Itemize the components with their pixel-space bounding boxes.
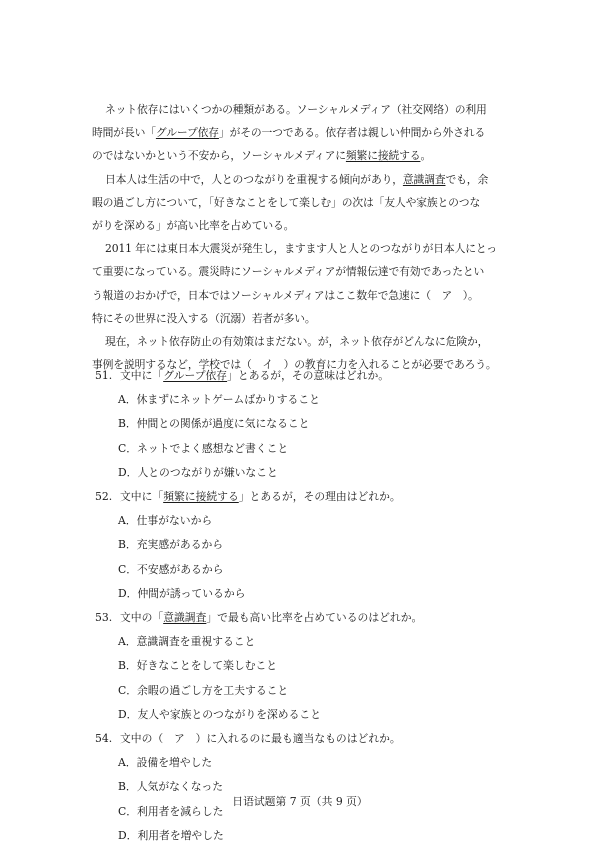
question-text: 文中に「 [120,369,164,382]
page-footer: 日语试题第 7 页（共 9 页） [232,795,368,808]
answer-option: D．人とのつながりが嫌いなこと [118,465,278,479]
passage-line: 事例を説明するなど，学校では（ イ ）の教育に力を入れることが必要であろう。 [92,358,497,372]
passage-line: う報道のおかげで，日本ではソーシャルメディアはここ数年で急速に（ ア ）。 [92,288,479,302]
reading-passage [92,98,512,376]
question-stem [95,485,515,509]
underlined-term-group-dependence: グループ依存 [155,126,219,140]
passage-line [92,121,512,144]
answer-option: A．設備を増やした [118,756,213,770]
answer-option: D．仲間が誘っているから [118,586,246,600]
question-text: 」とあるが，その意味はどれか。 [227,369,390,382]
text-segment: 」がその一つである。依存者は親しい仲間から外される [218,126,486,140]
passage-line [92,144,512,167]
text-segment: 日本人は生活の中で，人とのつながりを重視する傾向があり， [105,172,403,186]
question-text: 文中に「 [120,490,164,504]
underlined-term-frequent-connection: 頻繁に接続する [345,149,421,163]
question-number: 51. [95,369,113,382]
question-number: 52. [95,490,113,504]
text-segment: のではないかという不安から，ソーシャルメディアに [92,149,346,163]
question-number: 53. [95,611,113,625]
text-segment: 時間が長い「 [92,126,156,140]
text-segment: でも，余 [445,172,489,186]
question-text: 文中の「 [120,611,164,625]
passage-line: がりを深める」が高い比率を占めている。 [92,219,295,233]
answer-option: D．友人や家族とのつながりを深めること [118,707,321,721]
answer-option: C．利用者を減らした [118,804,224,818]
passage-line: 暇の過ごし方について，「好きなことをして楽しむ」の次は「友人や家族とのつな [92,195,481,209]
answer-option: D．利用者を増やした [118,828,224,842]
answer-option: B．好きなことをして楽しむこと [118,659,278,673]
question-stem [95,364,515,388]
paragraph-3 [92,237,512,330]
answer-option: B．仲間との関係が過度に気になること [118,417,310,431]
answer-option: B．充実感があるから [118,538,224,552]
question-text: 」で最も高い比率を占めているのはどれか。 [206,611,423,625]
passage-line [92,168,512,191]
underlined-term-survey: 意識調査 [402,172,446,186]
answer-option: C．不安感があるから [118,562,224,576]
question-list [95,364,515,848]
quoted-underlined-term: 頻繁に接続する [163,490,239,504]
answer-option: B．人気がなくなった [118,780,224,794]
answer-option: A．休まずにネットゲームばかりすること [118,393,320,407]
quoted-underlined-term: 意識調査 [163,611,207,625]
answer-option: C．ネットでよく感想など書くこと [118,441,289,455]
passage-line: 現在，ネット依存防止の有効策はまだない。が，ネット依存がどんなに危険か， [105,335,489,349]
passage-line: ネット依存にはいくつかの種類がある。ソーシャルメディア（社交网络）の利用 [105,103,487,116]
passage-line: 2011 年には東日本大震災が発生し，ますます人と人とのつながりが日本人にとっ [105,242,497,256]
quoted-underlined-term: グループ依存 [163,369,228,382]
answer-option: A．意識調査を重視すること [118,635,256,649]
answer-option: C．余暇の過ごし方を工夫すること [118,683,289,697]
passage-line: て重要になっている。震災時にソーシャルメディアが情報伝達で有効であったとい [92,265,485,279]
question-number: 54. [95,732,113,746]
passage-line: 特にその世界に没入する（沉溺）若者が多い。 [92,311,316,325]
question-stem [95,606,515,630]
question-stem [95,727,515,751]
question-text: 文中の（ ア ）に入れるのに最も適当なものはどれか。 [120,732,401,746]
paragraph-1 [92,98,512,168]
paragraph-2 [92,168,512,238]
answer-option: A．仕事がないから [118,514,213,528]
question-text: 」とあるが，その理由はどれか。 [238,490,401,504]
text-segment: 。 [420,149,432,163]
